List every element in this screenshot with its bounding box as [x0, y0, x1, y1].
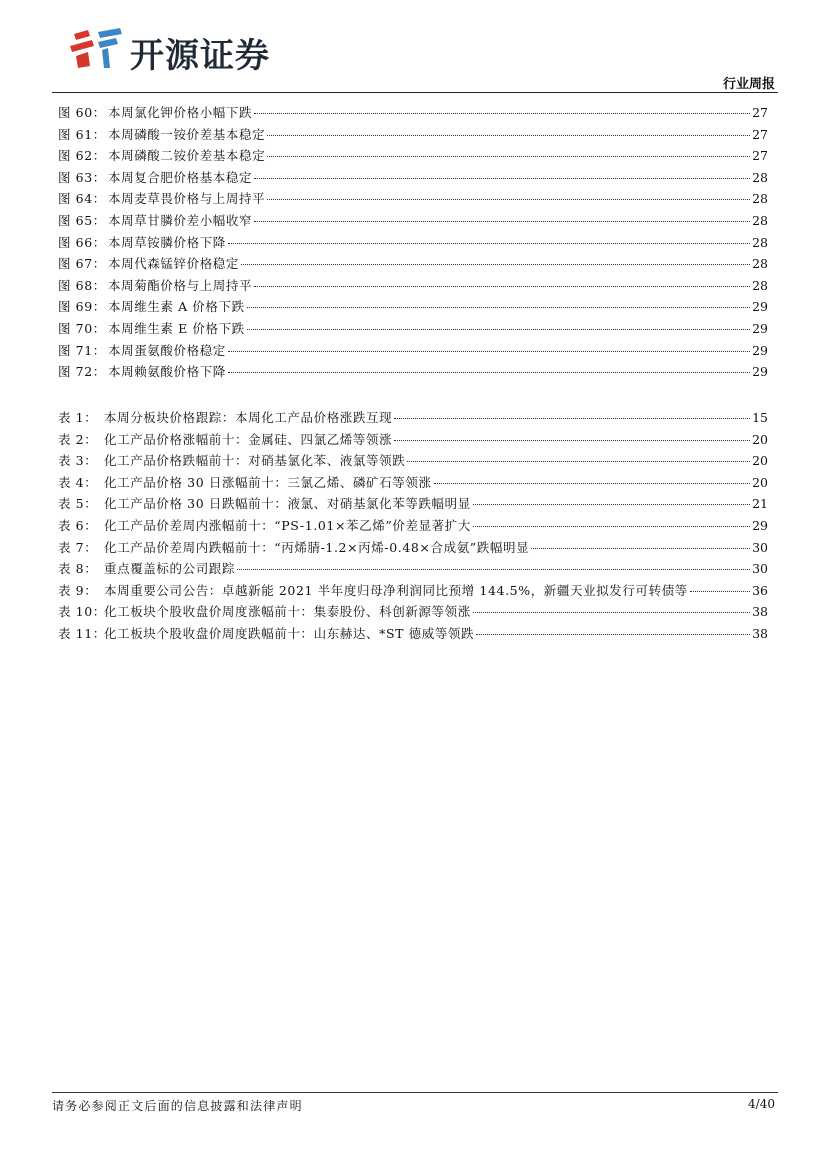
dot-leader: [690, 591, 750, 592]
dot-leader: [473, 526, 750, 527]
dot-leader: [473, 612, 750, 613]
dot-leader: [476, 634, 750, 635]
figure-toc-entry-label: 图 64：: [58, 191, 106, 207]
footer-divider: [52, 1092, 778, 1093]
figure-toc-entry-page: 29: [752, 320, 768, 336]
header-divider: [52, 92, 778, 93]
page-number: 4/40: [748, 1097, 775, 1111]
figure-toc-entry-page: 28: [752, 191, 768, 207]
report-type-label: 行业周报: [722, 77, 775, 92]
table-toc-entry-page: 15: [752, 410, 768, 425]
figure-toc-entry[interactable]: [58, 103, 768, 125]
figure-toc-entry-page: 27: [752, 105, 768, 120]
table-toc-entry-label: 表 7：: [58, 539, 98, 555]
figure-toc-entry-page: 28: [752, 169, 768, 185]
figure-toc-entry[interactable]: [58, 341, 768, 363]
table-toc-entry-title: 化工产品价差周内涨幅前十：“PS-1.01×苯乙烯”价差显著扩大: [104, 517, 471, 533]
table-toc-entry[interactable]: [58, 559, 768, 581]
table-toc-entry-page: 38: [752, 625, 768, 641]
table-toc-entry-label: 表 9：: [58, 582, 98, 598]
figure-toc-entry-title: 本周草铵膦价格下降: [108, 234, 226, 250]
figure-toc-entry-page: 29: [752, 299, 768, 315]
table-toc-entry-page: 36: [752, 582, 768, 598]
table-toc-entry[interactable]: [58, 624, 768, 646]
figure-toc-entry-label: 图 63：: [58, 169, 106, 185]
figure-toc-entry[interactable]: [58, 125, 768, 147]
dot-leader: [407, 461, 750, 462]
dot-leader: [254, 113, 750, 114]
figure-toc-entry-page: 27: [752, 126, 768, 142]
figure-toc-entry[interactable]: [58, 189, 768, 211]
table-toc-entry-title: 化工产品价格跌幅前十：对硝基氯化苯、液氯等领跌: [104, 453, 406, 469]
figure-toc-entry-title: 本周麦草畏价格与上周持平: [108, 191, 266, 207]
table-toc-entry-label: 表 5：: [58, 496, 98, 512]
figure-toc-entry-label: 图 70：: [58, 320, 106, 336]
figure-toc-entry[interactable]: [58, 233, 768, 255]
table-toc-entry-label: 表 4：: [58, 474, 98, 490]
table-toc-entry-label: 表 3：: [58, 453, 98, 469]
figure-toc-entry-label: 图 67：: [58, 256, 106, 272]
figure-toc-entry-title: 本周维生素 E 价格下跌: [108, 320, 245, 336]
table-toc-entry[interactable]: [58, 602, 768, 624]
figure-toc-entry-page: 28: [752, 277, 768, 293]
dot-leader: [247, 329, 750, 330]
dot-leader: [394, 440, 750, 441]
table-toc-entry-page: 30: [752, 561, 768, 577]
brand-logo-icon: [68, 26, 126, 70]
table-toc-entry-page: 38: [752, 604, 768, 620]
table-toc-entry-label: 表 10：: [58, 604, 106, 620]
figure-toc-entry[interactable]: [58, 362, 768, 384]
figure-toc-entry[interactable]: [58, 319, 768, 341]
dot-leader: [434, 483, 751, 484]
table-toc-entry[interactable]: [58, 451, 768, 473]
table-toc-entry-label: 表 1：: [58, 410, 98, 425]
figure-toc-entry-title: 本周赖氨酸价格下降: [108, 364, 226, 380]
figure-toc-entry-title: 本周蛋氨酸价格稳定: [108, 342, 226, 358]
brand-name: 开源证券: [130, 36, 270, 76]
dot-leader: [228, 372, 750, 373]
table-toc-entry[interactable]: [58, 581, 768, 603]
table-toc-entry-title: 化工板块个股收盘价周度跌幅前十：山东赫达、*ST 德威等领跌: [104, 625, 475, 641]
figure-toc-entry-page: 28: [752, 212, 768, 228]
table-toc-entry-title: 化工板块个股收盘价周度涨幅前十：集泰股份、科创新源等领涨: [104, 604, 471, 620]
figure-toc-entry[interactable]: [58, 168, 768, 190]
dot-leader: [267, 199, 750, 200]
table-toc-entry-title: 化工产品价格 30 日跌幅前十：液氯、对硝基氯化苯等跌幅明显: [104, 496, 471, 512]
table-toc-entry-title: 化工产品价格涨幅前十：金属硅、四氯乙烯等领涨: [104, 431, 393, 447]
dot-leader: [254, 221, 750, 222]
dot-leader: [228, 243, 750, 244]
table-list: [58, 408, 768, 646]
table-toc-entry-page: 20: [752, 431, 768, 447]
table-toc-entry-title: 本周重要公司公告：卓越新能 2021 半年度归母净利润同比预增 144.5%，新疆天业拟发行可转债等: [104, 582, 688, 598]
figure-toc-entry-label: 图 69：: [58, 299, 106, 315]
dot-leader: [254, 286, 750, 287]
figure-toc-entry-title: 本周菊酯价格与上周持平: [108, 277, 253, 293]
table-toc-entry-label: 表 8：: [58, 561, 98, 577]
figure-toc-entry-label: 图 60：: [58, 105, 106, 120]
table-toc-entry-page: 20: [752, 474, 768, 490]
figure-toc-entry-page: 28: [752, 256, 768, 272]
figure-toc-entry[interactable]: [58, 211, 768, 233]
table-toc-entry-page: 29: [752, 517, 768, 533]
table-toc-entry-label: 表 2：: [58, 431, 98, 447]
figure-toc-entry[interactable]: [58, 276, 768, 298]
table-toc-entry-title: 化工产品价格 30 日涨幅前十：三氯乙烯、磷矿石等领涨: [104, 474, 432, 490]
figure-toc-entry-page: 27: [752, 148, 768, 164]
figure-toc-entry-label: 图 65：: [58, 212, 106, 228]
figure-toc-entry-title: 本周磷酸二铵价差基本稳定: [108, 148, 266, 164]
figure-toc-entry-label: 图 62：: [58, 148, 106, 164]
figure-toc-entry-title: 本周代森锰锌价格稳定: [108, 256, 240, 272]
dot-leader: [247, 307, 750, 308]
dot-leader: [531, 548, 750, 549]
dot-leader: [237, 569, 750, 570]
legal-disclaimer: 请务必参阅正文后面的信息披露和法律声明: [52, 1099, 303, 1113]
page-header: [0, 0, 827, 96]
table-toc-entry-title: 重点覆盖标的公司跟踪: [104, 561, 236, 577]
table-toc-entry-page: 30: [752, 539, 768, 555]
table-toc-entry-page: 21: [752, 496, 768, 512]
figure-toc-entry[interactable]: [58, 297, 768, 319]
figure-toc-entry-label: 图 61：: [58, 126, 106, 142]
figure-toc-entry-title: 本周维生素 A 价格下跌: [108, 299, 245, 315]
figure-toc-entry-title: 本周磷酸一铵价差基本稳定: [108, 126, 266, 142]
table-toc-entry[interactable]: [58, 408, 768, 430]
dot-leader: [394, 418, 750, 419]
dot-leader: [267, 135, 750, 136]
table-toc-entry[interactable]: [58, 494, 768, 516]
dot-leader: [254, 178, 750, 179]
table-toc-entry-label: 表 6：: [58, 517, 98, 533]
figure-toc-entry-label: 图 68：: [58, 277, 106, 293]
table-toc-entry-title: 化工产品价差周内跌幅前十：“丙烯腈-1.2×丙烯-0.48×合成氨”跌幅明显: [104, 539, 530, 555]
table-toc-entry-page: 20: [752, 453, 768, 469]
figure-toc-entry-page: 28: [752, 234, 768, 250]
table-toc-entry[interactable]: [58, 430, 768, 452]
figure-toc-entry-title: 本周复合肥价格基本稳定: [108, 169, 253, 185]
table-toc-entry-label: 表 11：: [58, 625, 106, 641]
figure-toc-entry-page: 29: [752, 342, 768, 358]
table-toc-entry[interactable]: [58, 516, 768, 538]
figure-toc-entry[interactable]: [58, 146, 768, 168]
figure-toc-entry-label: 图 71：: [58, 342, 106, 358]
figure-toc-entry-title: 本周氯化钾价格小幅下跌: [108, 105, 253, 120]
table-toc-entry-title: 本周分板块价格跟踪：本周化工产品价格涨跌互现: [104, 410, 393, 425]
table-toc-entry[interactable]: [58, 473, 768, 495]
dot-leader: [267, 156, 750, 157]
figure-toc-entry[interactable]: [58, 254, 768, 276]
brand-logo: [68, 26, 308, 76]
figure-toc-entry-label: 图 72：: [58, 364, 106, 380]
figure-toc-entry-title: 本周草甘膦价差小幅收窄: [108, 212, 253, 228]
dot-leader: [228, 351, 750, 352]
table-toc-entry[interactable]: [58, 538, 768, 560]
figure-list: [58, 103, 768, 384]
dot-leader: [241, 264, 750, 265]
figure-toc-entry-page: 29: [752, 364, 768, 380]
figure-toc-entry-label: 图 66：: [58, 234, 106, 250]
dot-leader: [473, 504, 750, 505]
